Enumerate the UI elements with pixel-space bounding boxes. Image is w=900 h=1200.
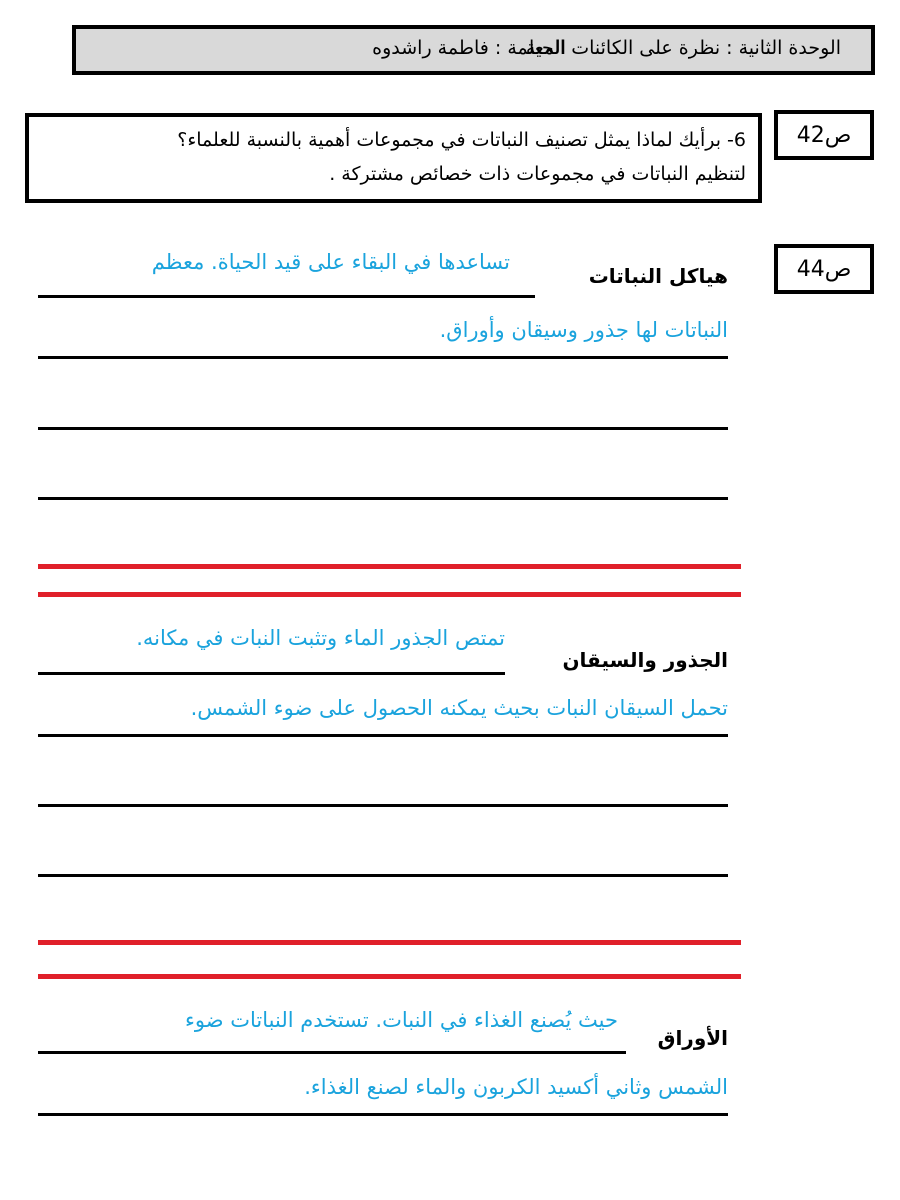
question-text: 6- برأيك لماذا يمثل تصنيف النباتات في مجموعات أهمية بالنسبة للعلماء؟ xyxy=(177,129,746,151)
section-divider xyxy=(38,592,741,597)
answer-text: حيث يُصنع الغذاء في النبات. تستخدم النباتات ضوء xyxy=(185,1008,618,1032)
section-divider xyxy=(38,564,741,569)
unit-title: الوحدة الثانية : نظرة على الكائنات الحية xyxy=(525,37,841,59)
question-answer: لتنظيم النباتات في مجموعات ذات خصائص مشتركة . xyxy=(329,163,746,185)
section-title: الجذور والسيقان xyxy=(562,648,728,672)
section-title: هياكل النباتات xyxy=(588,264,728,288)
answer-line xyxy=(38,356,728,359)
answer-line xyxy=(38,734,728,737)
question-box xyxy=(25,113,762,203)
answer-text: النباتات لها جذور وسيقان وأوراق. xyxy=(439,318,728,342)
page-number-box: ص44 xyxy=(774,244,874,294)
answer-text: تحمل السيقان النبات بحيث يمكنه الحصول على ضوء الشمس. xyxy=(190,696,728,720)
answer-line xyxy=(38,804,728,807)
answer-text: الشمس وثاني أكسيد الكربون والماء لصنع الغذاء. xyxy=(304,1075,728,1099)
section-title: الأوراق xyxy=(657,1026,728,1050)
answer-line xyxy=(38,427,728,430)
answer-line xyxy=(38,295,535,298)
answer-line xyxy=(38,672,505,675)
worksheet-header xyxy=(72,25,875,75)
section-divider xyxy=(38,974,741,979)
answer-text: تمتص الجذور الماء وتثبت النبات في مكانه. xyxy=(136,626,505,650)
answer-line xyxy=(38,1051,626,1054)
answer-line xyxy=(38,874,728,877)
page-number-box: ص42 xyxy=(774,110,874,160)
answer-text: تساعدها في البقاء على قيد الحياة. معظم xyxy=(151,250,510,274)
teacher-name: المعلمة : فاطمة راشدوه xyxy=(372,37,566,59)
answer-line xyxy=(38,497,728,500)
section-divider xyxy=(38,940,741,945)
answer-line xyxy=(38,1113,728,1116)
